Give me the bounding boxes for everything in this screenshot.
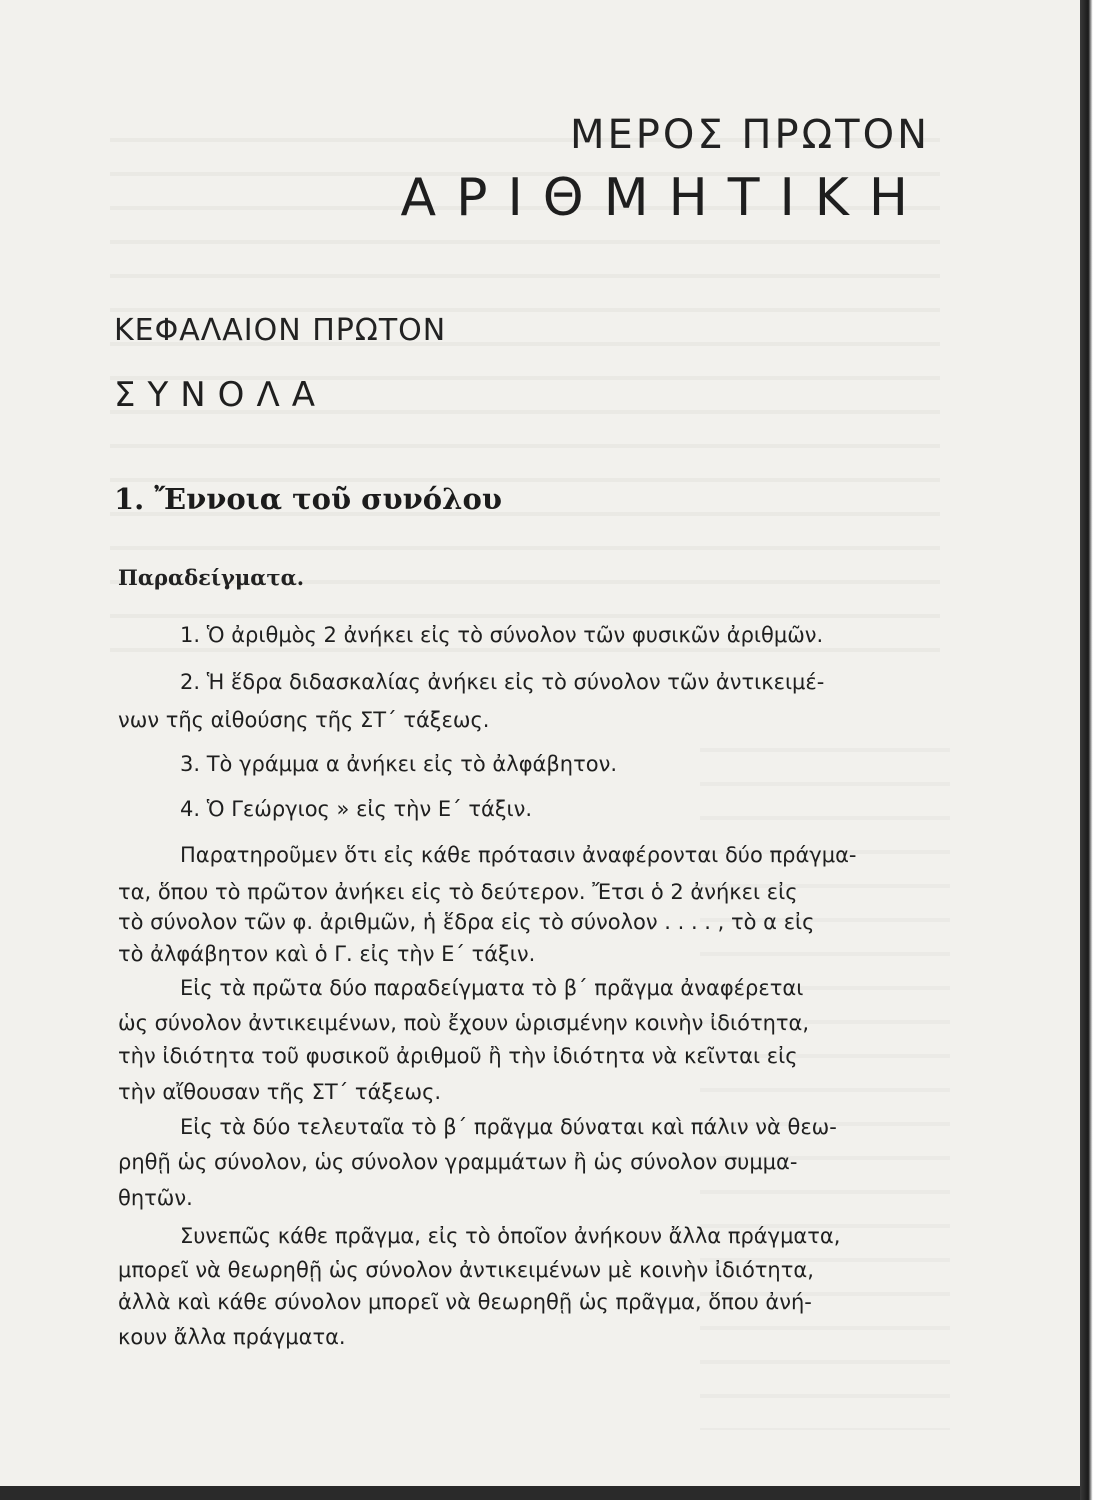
paragraph-2-line-3: τὴν ἰδιότητα τοῦ φυσικοῦ ἀριθμοῦ ἢ τὴν ἰδιότητα νὰ κεῖνται εἰς xyxy=(118,1044,798,1068)
paragraph-1-line-4: τὸ ἀλφάβητον καὶ ὁ Γ. εἰς τὴν Ε΄ τάξιν. xyxy=(118,942,536,966)
section-title: 1. Ἔννοια τοῦ συνόλου xyxy=(114,482,502,516)
chapter-title: ΚΕΦΑΛΑΙΟΝ ΠΡΩΤΟΝ xyxy=(114,313,447,348)
paragraph-4-line-2: μπορεῖ νὰ θεωρηθῇ ὡς σύνολον ἀντικειμένων μὲ κοινὴν ἰδιότητα, xyxy=(118,1258,814,1282)
example-4-line-1: 4. Ὁ Γεώργιος » εἰς τὴν Ε΄ τάξιν. xyxy=(180,797,533,821)
paragraph-3-line-3: θητῶν. xyxy=(118,1186,193,1210)
page-right-edge xyxy=(1080,0,1101,1500)
paragraph-1-line-3: τὸ σύνολον τῶν φ. ἀριθμῶν, ἡ ἕδρα εἰς τὸ σύνολον . . . . , τὸ α εἰς xyxy=(118,910,815,934)
example-3-line-1: 3. Τὸ γράμμα α ἀνήκει εἰς τὸ ἀλφάβητον. xyxy=(180,752,618,776)
bleed-through-decoration-lower xyxy=(700,730,950,1430)
example-2-line-2: νων τῆς αἰθούσης τῆς ΣΤ΄ τάξεως. xyxy=(118,708,490,732)
part-title: ΜΕΡΟΣ ΠΡΩΤΟΝ xyxy=(570,112,930,158)
examples-label: Παραδείγματα. xyxy=(118,565,305,590)
paragraph-2-line-4: τὴν αἴθουσαν τῆς ΣΤ΄ τάξεως. xyxy=(118,1080,442,1104)
paragraph-4-line-1: Συνεπῶς κάθε πρᾶγμα, εἰς τὸ ὁποῖον ἀνήκουν ἄλλα πράγματα, xyxy=(180,1224,841,1248)
paragraph-3-line-1: Εἰς τὰ δύο τελευταῖα τὸ β΄ πρᾶγμα δύναται καὶ πάλιν νὰ θεω- xyxy=(180,1115,837,1139)
book-title: ΑΡΙΘΜΗΤΙΚΗ xyxy=(400,168,928,228)
example-1-line-1: 1. Ὁ ἀριθμὸς 2 ἀνήκει εἰς τὸ σύνολον τῶν φυσικῶν ἀριθμῶν. xyxy=(180,623,824,647)
paragraph-3-line-2: ρηθῇ ὡς σύνολον, ὡς σύνολον γραμμάτων ἢ ὡς σύνολον συμμα- xyxy=(118,1150,798,1174)
example-2-line-1: 2. Ἡ ἕδρα διδασκαλίας ἀνήκει εἰς τὸ σύνολον τῶν ἀντικειμέ- xyxy=(180,670,825,694)
chapter-subtitle: ΣΥΝΟΛΑ xyxy=(114,375,327,415)
paragraph-1-line-2: τα, ὅπου τὸ πρῶτον ἀνήκει εἰς τὸ δεύτερον. Ἔτσι ὁ 2 ἀνήκει εἰς xyxy=(118,880,798,904)
paragraph-4-line-4: κουν ἄλλα πράγματα. xyxy=(118,1325,346,1349)
page-bottom-edge xyxy=(0,1486,1080,1500)
paragraph-1-line-1: Παρατηροῦμεν ὅτι εἰς κάθε πρότασιν ἀναφέρονται δύο πράγμα- xyxy=(180,843,857,867)
paragraph-2-line-2: ὡς σύνολον ἀντικειμένων, ποὺ ἔχουν ὡρισμένην κοινὴν ἰδιότητα, xyxy=(118,1011,810,1035)
paragraph-2-line-1: Εἰς τὰ πρῶτα δύο παραδείγματα τὸ β΄ πρᾶγμα ἀναφέρεται xyxy=(180,976,804,1000)
paragraph-4-line-3: ἀλλὰ καὶ κάθε σύνολον μπορεῖ νὰ θεωρηθῇ ὡς πρᾶγμα, ὅπου ἀνή- xyxy=(118,1290,812,1314)
